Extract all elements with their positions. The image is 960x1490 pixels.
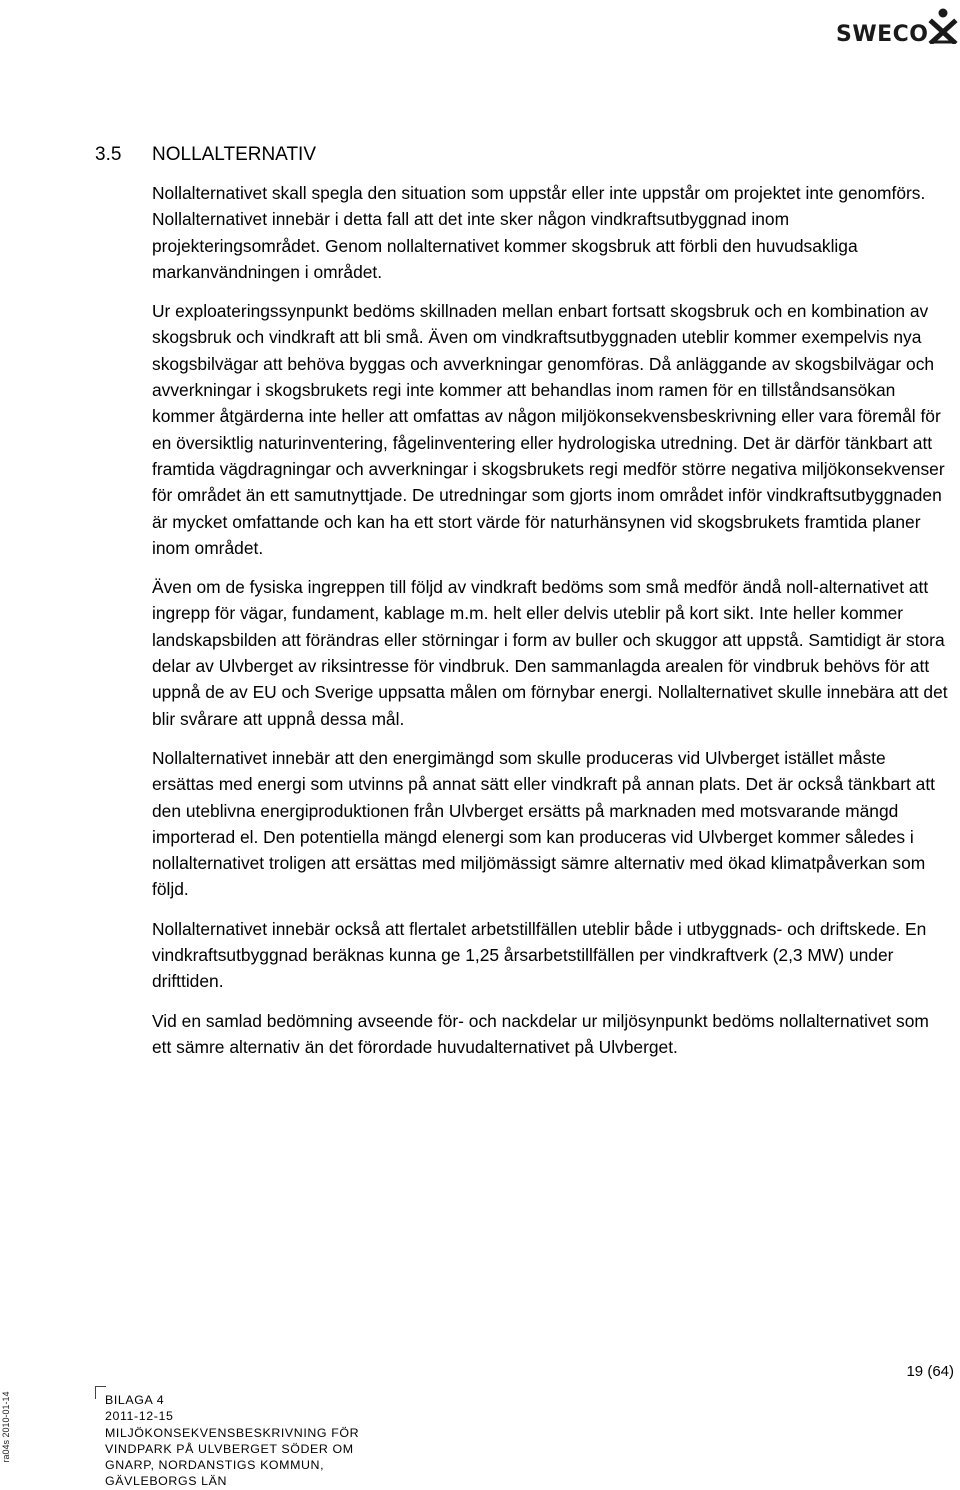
footer-line: MILJÖKONSEKVENSBESKRIVNING FÖR xyxy=(105,1425,360,1440)
section-number: 3.5 xyxy=(95,144,122,165)
logo-figure-icon xyxy=(928,6,958,44)
footer-line: 2011-12-15 xyxy=(105,1409,174,1424)
footer-line: BILAGA 4 xyxy=(105,1393,165,1407)
logo-wordmark: SWECO xyxy=(836,22,929,47)
paragraph: Även om de fysiska ingreppen till följd av vindkraft bedöms som små medför ändå noll-alternativet att ingrepp för vägar, fundament, kablage m.m. helt eller delvis uteblir på kort sikt. Inte heller kommer landskapsbilden att förändras eller störningar i form av buller och skuggor att uppstå. Samtidigt är stora delar av Ulvberget av riksintresse för vindbruk. Den sammanlagda arealen för vindbruk behövs för att uppnå de av EU och Sverige uppsatta målen om förnybar energi. Nollalternativet skulle innebära att det blir svårare att uppnå dessa mål. xyxy=(152,577,948,729)
footer-line: GNARP, NORDANSTIGS KOMMUN, xyxy=(105,1458,325,1473)
paragraph: Nollalternativet skall spegla den situation som uppstår eller inte uppstår om projektet inte genomförs. Nollalternativet innebär i detta fall att det inte sker någon vindkraftsutbyggnad inom projekteringsområdet. Genom nollalternativet kommer skogsbruk att förbli den huvudsakliga markanvändningen i området. xyxy=(152,183,926,282)
margin-reference-text: ra04s 2010-01-14 xyxy=(1,1391,11,1463)
page-number: 19 (64) xyxy=(906,1363,954,1380)
paragraph: Nollalternativet innebär också att flertalet arbetstillfällen uteblir både i utbyggnads- och driftskede. En vindkraftsutbyggnad beräknas kunna ge 1,25 årsarbetstillfällen per vindkraftverk (2,3 MW) under drifttiden. xyxy=(152,918,927,992)
paragraph: Ur exploateringssynpunkt bedöms skillnaden mellan enbart fortsatt skogsbruk och en kombination av skogsbruk och vindkraft att bli små. Även om vindkraftsutbyggnaden uteblir kommer exempelvis nya skogsbilvägar att behöva byggas och avverkningar genomföras. Då anläggande av skogsbilvägar och avverkningar i skogsbrukets regi inte kommer att behandlas inom ramen för en tillståndsansökan kommer åtgärderna inte heller att omfattas av någon miljökonsekvensbeskrivning eller vara föremål för en översiktlig naturinventering, fågelinventering eller hydrologiska utredning. Det är därför tänkbart att framtida vägdragningar och avverkningar i skogsbrukets regi medför större negativa miljökonsekvenser för området än ett samutnyttjade. De utredningar som gjorts inom området inför vindkraftsutbyggnaden är mycket omfattande och kan ha ett stort värde för naturhänsynen vid skogsbrukets framtida planer inom området. xyxy=(152,301,945,558)
footer xyxy=(105,1392,359,1490)
paragraph: Vid en samlad bedömning avseende för- och nackdelar ur miljösynpunkt bedöms nollalternativet som ett sämre alternativ än det förordade huvudalternativet på Ulvberget. xyxy=(152,1010,929,1057)
footer-line: GÄVLEBORGS LÄN xyxy=(105,1474,228,1489)
section-heading xyxy=(95,143,316,167)
body-text xyxy=(152,180,952,1073)
footer-line: VINDPARK PÅ ULVBERGET SÖDER OM xyxy=(105,1441,354,1456)
margin-reference xyxy=(0,1382,12,1472)
section-title: NOLLALTERNATIV xyxy=(152,144,317,165)
company-logo xyxy=(832,6,958,46)
paragraph: Nollalternativet innebär att den energimängd som skulle produceras vid Ulvberget istället måste ersättas med energi som utvinns på annat sätt eller vindkraft på annan plats. Det är också tänkbart att den uteblivna energiproduktionen från Ulvberget ersätts på marknaden med motsvarande mängd importerad el. Den potentiella mängd elenergi som kan produceras vid Ulvberget kommer således i nollalternativet troligen att ersättas med miljömässigt sämre alternativ med ökad klimatpåverkan som följd. xyxy=(152,747,936,900)
